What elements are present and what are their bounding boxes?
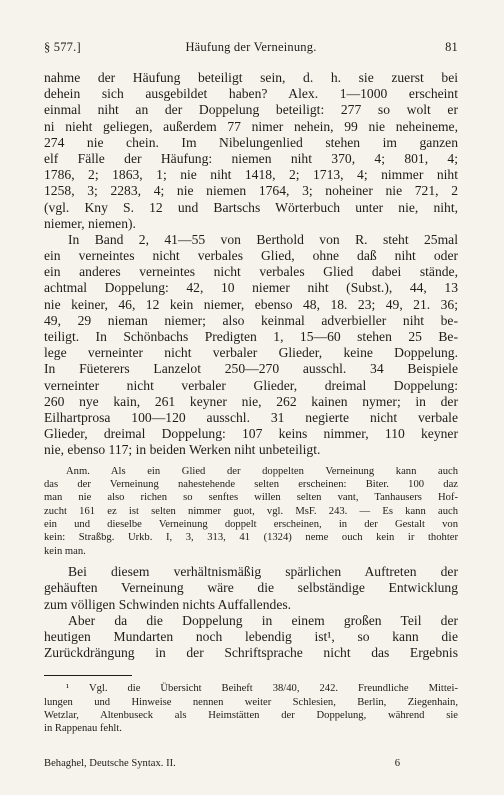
text-line: niemer, niemen). [44,215,136,231]
text-line: 260 nye kain, 261 keyner nie, 262 kainen nymer; in der [44,393,458,409]
text-line: elf Fälle der Häufung: niemen niht 370, 4; 801, 4; [44,150,458,166]
page-number: 81 [445,40,458,54]
text-line: einmal niht an der Doppelung beteiligt: 277 so wolt er [44,102,458,118]
footnote-line: lungen und Hinweise nennen weiter Schlesien, Berlin, Ziegenhain, [44,696,458,708]
text-line: nahme der Häufung beteiligt sein, d. h. sie zuerst bei [44,70,458,85]
text-line: nie keiner, 46, 12 kein niemer, ebenso 48, 18. 23; 49, 21. 36; [44,296,458,312]
text-line: In Füeterers Lanzelot 250—270 ausschl. 34 Beispiele [44,361,458,377]
text-line: verneinter nicht verbaler Glieder, dreimal Doppelung: [44,377,458,393]
text-line: dehein sich ausgebildet haben? Alex. 1—1000 erscheint [44,86,458,102]
text-line: lege verneinter nicht verbaler Glieder, keine Doppelung. [44,345,458,361]
main-text [44,70,458,735]
footnote-line: in Rappenau fehlt. [44,722,122,734]
text-line: Aber da die Doppelung in einem großen Teil der [68,612,458,628]
signature-mark: 6 [394,758,400,769]
text-line: 274 nie chein. Im Nibelungenlied stehen im ganzen [44,134,458,150]
text-line: achtmal Doppelung: 42, 10 niemer niht (Subst.), 44, 13 [44,280,458,296]
footnote-line: Wetzlar, Altenbuseck als Heimstätten der Doppelung, während sie [44,709,458,721]
text-line: Zurückdrängung in der Schriftsprache nicht das Ergebnis [44,645,458,661]
text-line: ni nieht geliegen, außerdem 77 nimer nehein, 99 nie neheineme, [44,118,458,134]
text-line: In Band 2, 41—55 von Berthold von R. steht 25mal [68,231,458,247]
text-line: (vgl. Kny S. 12 und Bartschs Wörterbuch unter nie, niht, [44,199,458,215]
paragraph-conclusion [44,564,458,613]
text-line: nie, ebenso 117; in beiden Werken niht unbeteiligt. [44,442,321,458]
paragraph-continuation [44,70,458,232]
text-line: Glieder, dreimal Doppelung: 107 keins nimmer, 110 keyner [44,426,458,442]
note-line: man nie also richen so senftes willen selten vant, Tanhausers Hof- [44,492,458,504]
text-line: heutigen Mundarten noch lebendig ist¹, so kann die [44,628,458,644]
annotation-block [44,465,458,559]
note-line: zucht 161 ez ist selten nimmer guot, vgl. MsF. 243. — Es kann auch [44,505,458,517]
footnote-rule [44,675,132,676]
text-line: ein verneintes nicht verbales Glied, ohne daß niht oder [44,248,458,264]
note-line: das der Verneinung nahestehende selten erscheinen: Biter. 100 daz [44,478,458,490]
text-line: zum völligen Schwinden nichts Auffallendes. [44,596,292,612]
text-line: Bei diesem verhältnismäßig spärlichen Auftreten der [68,564,458,580]
note-line: ein und dieselbe Verneinung doppelt erscheinen, in der Gestalt von [44,519,458,531]
note-line: kein man. [44,545,86,557]
footnote-line: ¹ Vgl. die Übersicht Beiheft 38/40, 242. Freundliche Mittei- [66,683,458,695]
text-line: ein anderes verneintes nicht verbales Glied dabei stände, [44,264,458,280]
running-title: Häufung der Verneinung. [185,40,317,54]
imprint-title: Behaghel, Deutsche Syntax. II. [44,758,176,769]
text-line: gehäuften Verneinung wäre die selbständige Entwicklung [44,580,458,596]
text-line: Eilhartprosa 100—120 ausschl. 31 negierte nicht verbale [44,409,458,425]
running-header [44,40,458,58]
text-line: 1258, 3; 2283, 4; nie niemen 1764, 3; noheiner nie 721, 2 [44,183,458,199]
text-line: 1786, 2; 1863, 1; nie niht 1418, 2; 1713, 4; nimmer niht [44,167,458,183]
note-line: kein: Straßbg. Urkb. I, 3, 313, 41 (1324) neme ouch kein ir thohter [44,532,458,544]
footnote [44,682,458,735]
signature-line [44,758,458,772]
text-line: 49, 29 nieman niemer; also keinmal adverbieller niht be- [44,312,458,328]
note-line: Anm. Als ein Glied der doppelten Verneinung kann auch [66,465,458,477]
paragraph-berthold [44,232,458,459]
section-reference: § 577.] [44,40,81,54]
paragraph-dialects [44,613,458,662]
text-line: teiligt. In Schönbachs Predigten 1, 15—60 stehen 25 Be- [44,329,458,344]
